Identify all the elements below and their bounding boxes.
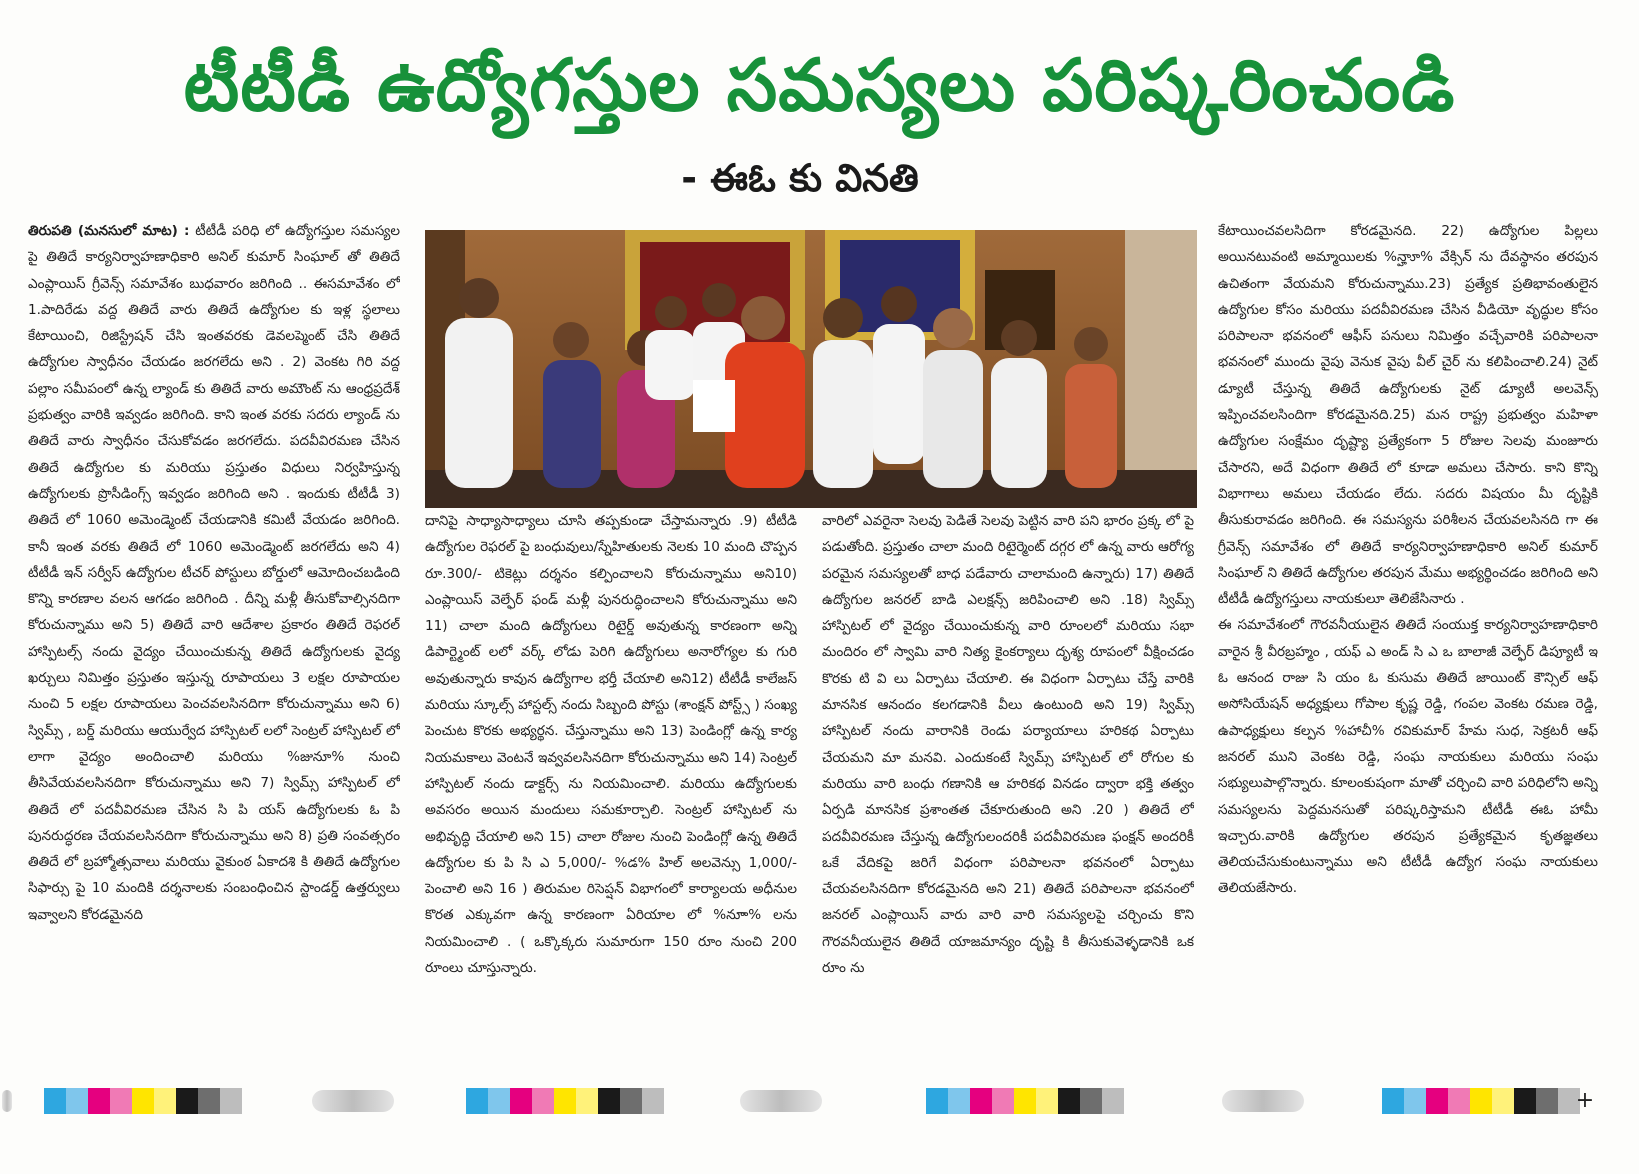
color-swatch [1514,1088,1536,1114]
registration-pill [1222,1090,1304,1112]
color-swatch [88,1088,110,1114]
article-column-3 [822,508,1194,1060]
color-swatch [44,1088,66,1114]
color-swatch [1014,1088,1036,1114]
color-swatch [466,1088,488,1114]
color-swatch [992,1088,1014,1114]
color-swatch [1470,1088,1492,1114]
color-swatch [1448,1088,1470,1114]
registration-pill [2,1090,12,1112]
color-swatch [554,1088,576,1114]
column-4-text-b: ఈ సమావేశంలో గౌరవనీయులైన తితిదే సంయుక్త కార్యనిర్వాహణాధికారి వారైన శ్రీ వీరబ్రహ్మం , యఫ్ ఎ అండ్ సి ఎ ఒ బాలాజీ వెల్ఫేర్ డిప్యూటీ ఇ ఓ ఆనంద రాజు సి యం ఓ కుసుమ తితిదే జాయింట్ కౌన్సిల్ ఆఫ్ అసోసియేషన్ అధ్యక్షులు గోపాల కృష్ణ రెడ్డి, గంపల వెంకట రమణ రెడ్డి, ఉపాధ్యక్షులు కల్పన %హాచీ% రవికుమార్ హేమ సుధ, సెక్రటరీ ఆఫ్ జనరల్ ముని వెంకట రెడ్డి, సంఘ నాయకులు మరియు సంఘ సభ్యులుపాల్గొన్నారు. కూలంకుషంగా మాతో చర్చించి వారి పరిధిలోని అన్ని సమస్యలను పెద్దమనసుతో పరిష్కరిస్తామని టీటీడీ ఈఓ హామీ ఇచ్చారు.వారికి ఉద్యోగుల తరపున ప్రత్యేకమైన కృతజ్ఞతలు తెలియచేసుకుంటున్నాము అని టీటీడీ ఉద్యోగ సంఘ నాయకులు తెలియజేసారు. [1218,617,1598,897]
registration-cross-icon: + [1575,1088,1595,1113]
color-swatch [970,1088,992,1114]
column-4-text-a: కేటాయించవలసిదిగా కోరడమైనది. 22) ఉద్యోగుల పిల్లలు అయినటువంటి అమ్మాయిలకు %న్హాూ% వేక్సిన్ ను దేవస్థానం తరపున ఉచితంగా వేయమని కోరుచున్నాము.23) ప్రత్యేక ప్రతిభావంతులైన ఉద్యోగుల కోసం మరియు పదవీవిరమణ చేసిన వీడియో వృద్ధుల కోసం పరిపాలనా భవనంలో ఆఫీస్ పనులు నిమిత్తం వచ్చేవారికి పరిపాలనా భవనంలో ముందు వైపు వెనుక వైపు వీల్ చైర్ ను కలిపించాలి.24) నైట్ డ్యూటీ చేస్తున్న తితిదే ఉద్యోగులకు నైట్ డ్యూటీ అలవెన్స్ ఇప్పించవలసిందిగా కోరడమైనది.25) మన రాష్ట్ర ప్రభుత్వం మహిళా ఉద్యోగుల సంక్షేమం దృష్ట్యా ప్రత్యేకంగా 5 రోజుల సెలవు మంజూరు చేసారని, అదే విధంగా తితిదే లో కూడా అమలు చేసారు. కాని కొన్ని విభాగాలు అమలు చేయడం లేదు. సదరు విషయం మీ దృష్టికి తీసుకురావడం జరిగింది. ఈ సమస్యను పరిశీలన చేయవలసినది గా ఈ గ్రీవెన్స్ సమావేశం లో తితిదే కార్యనిర్వాహణాధికారి అనిల్ కుమార్ సింఘాల్ ని తితిదే ఉద్యోగుల తరపున మేము అభ్యర్థించడం జరిగింది అని టీటీడీ ఉద్యోగస్తులు నాయకులూ తెలిజేసినారు . [1218,223,1598,608]
dateline: తిరుపతి (మనసులో మాట) : [28,223,190,239]
registration-pill [312,1090,394,1112]
color-swatch [198,1088,220,1114]
color-swatch [1536,1088,1558,1114]
color-swatch [1492,1088,1514,1114]
color-swatch [220,1088,242,1114]
color-swatch [488,1088,510,1114]
color-swatch [532,1088,554,1114]
article-column-1 [28,218,400,1060]
cmyk-color-bar-4 [1382,1088,1580,1114]
color-swatch [110,1088,132,1114]
column-1-text: టీటీడీ పరిధి లో ఉద్యోగస్తుల సమస్యల పై తితిదే కార్యనిర్వాహణాధికారి అనిల్ కుమార్ సింఘాల్ తో తితిదే ఎంప్లాయిస్ గ్రీవెన్స్ సమావేశం బుధవారం జరిగింది .. ఈసమావేశం లో 1.పాదిరేడు వద్ద తితిదే వారు తితిదే ఉద్యోగుల కు ఇళ్ల స్థలాలు కేటాయించి, రిజిస్ట్రేషన్ చేసి ఇంతవరకు డెవలప్మెంట్ చేసి తితిదే ఉద్యోగుల స్వాధీనం చేయడం జరగలేదు అని . 2) వెంకట గిరి వద్ద పల్లాం సమీపంలో ఉన్న ల్యాండ్ కు తితిదే వారు అమౌంట్ ను ఆంధ్రప్రదేశ్ ప్రభుత్వం వారికి ఇవ్వడం జరిగింది. కాని ఇంత వరకు సదరు ల్యాండ్ ను తితిదే వారు స్వాధీనం చేసుకోవడం జరగలేదు. పదవీవిరమణ చేసిన తితిదే ఉద్యోగుల కు మరియు ప్రస్తుతం విధులు నిర్వహిస్తున్న ఉద్యోగులకు ప్రొసీడింగ్స్ ఇవ్వడం జరిగింది అని . ఇందుకు టీటీడీ 3) తితిదే లో 1060 అమెండ్మెంట్ చేయడానికి కమిటీ వేయడం జరిగింది. కానీ ఇంత వరకు తితిదే లో 1060 అమెండ్మెంట్ జరగలేదు అని 4) టీటీడీ ఇన్ సర్వీస్ ఉద్యోగుల టీచర్ పోస్టులు బోర్డులో ఆమోదించబడింది కొన్ని కారణాల వలన ఆగడం జరిగింది . దీన్ని మళ్లీ తీసుకోవాల్సినదిగా కోరుచున్నాము అని 5) తితిదే వారి ఆదేశాల ప్రకారం తితిదే రెఫరల్ హాస్పిటల్స్ నందు వైద్యం చేయించుకున్న తితిదే ఉద్యోగులకు వైద్య ఖర్చులు నిమిత్తం ప్రస్తుతం ఇస్తున్న రూపాయలు 3 లక్షల రూపాయల నుంచి 5 లక్షల రూపాయలు పెంచవలసినదిగా కోరుచున్నాము అని 6) స్విమ్స్ , బర్డ్ మరియు ఆయుర్వేద హాస్పిటల్ లలో సెంట్రల్ హాస్పిటల్ లో లాగా వైద్యం అందించాలి మరియు %జునూ% నుంచి తీసివేయవలసినదిగా కోరుచున్నాము అని 7) స్విమ్స్ హాస్పిటల్ లో తితిదే లో పదవీవిరమణ చేసిన సి పి యస్ ఉద్యోగులకు ఓ పి పునరుద్ధరణ చేయవలసినదిగా కోరుచున్నాము అని 8) ప్రతి సంవత్సరం తితిదే లో బ్రహ్మోత్సవాలు మరియు వైకుంఠ ఏకాదశి కి తితిదే ఉద్యోగుల సిఫార్సు పై 10 మందికి దర్శనాలకు సంబంధించిన స్టాండర్డ్ ఉత్తర్వులు ఇవ్వాలని కోరడమైనది [28,223,400,923]
color-swatch [598,1088,620,1114]
color-swatch [1036,1088,1058,1114]
column-2-text: దానిపై సాధ్యాసాధ్యాలు చూసి తప్పకుండా చేస్తామన్నారు .9) టీటీడి ఉద్యోగుల రెఫరల్ పై బంధువులు/స్నేహితులకు నెలకు 10 మంది చొప్పన రూ.300/- టికెట్లు దర్శనం కల్పించాలని కోరుచున్నాము అని10) ఎంప్లాయిస్ వెల్ఫేర్ ఫండ్ మళ్లీ పునరుద్ధించాలని కోరుచున్నాము అని 11) చాలా మంది ఉద్యోగులు రిటైర్డ్ అవుతున్న కారణంగా అన్ని డిపార్ట్మెంట్ లలో వర్క్ లోడు పెరిగి ఉద్యోగులు అనారోగ్యల కు గురి అవుతున్నారు కావున ఉద్యోగాల భర్తీ చేయాలి అని12) టీటీడీ కాలేజస్ మరియు స్కూల్స్ హాస్టల్స్ నందు సిబ్బంది పోస్టు (శాంక్షన్ పోస్ట్స్ ) సంఖ్య పెంచుట కొరకు అభ్యర్థన. చేస్తున్నాము అని 13) పెండింగ్లో ఉన్న కార్య నియమకాలు వెంటనే ఇవ్వవలసినదిగా కోరుచున్నాము అని 14) సెంట్రల్ హాస్పిటల్ నందు డాక్టర్స్ ను నియమించాలి. మరియు ఉద్యోగులకు అవసరం అయిన మందులు సమకూర్చాలి. సెంట్రల్ హాస్పిటల్ ను అభివృద్ధి చేయాలి అని 15) చాలా రోజుల నుంచి పెండింగ్లో ఉన్న తితిదే ఉద్యోగుల కు పి సి ఎ 5,000/- %డ% హిల్ అలవెన్సు 1,000/- పెంచాలి అని 16 ) తిరుమల రిసెప్షన్ విభాగంలో కార్యాలయ అధీనుల కొరత ఎక్కువగా ఉన్న కారణంగా ఏరియాల లో %నూా% లను నియమించాలి . ( ఒక్కొక్కరు సుమారుగా 150 రూం నుంచి 200 రూంలు చూస్తున్నారు. [425,513,797,977]
group-photo [425,230,1197,508]
article-column-4 [1218,218,1598,1060]
color-swatch [1080,1088,1102,1114]
color-swatch [1382,1088,1404,1114]
article-column-2 [425,508,797,1060]
color-swatch [1102,1088,1124,1114]
headline: టీటీడీ ఉద్యోగస్తుల సమస్యలు పరిష్కరించండి [183,43,1456,127]
color-swatch [176,1088,198,1114]
color-swatch [1058,1088,1080,1114]
cmyk-color-bar-3 [926,1088,1124,1114]
color-swatch [132,1088,154,1114]
registration-pill [740,1090,822,1112]
cmyk-color-bar-2 [466,1088,664,1114]
color-swatch [620,1088,642,1114]
color-swatch [1426,1088,1448,1114]
color-swatch [1404,1088,1426,1114]
cropped-previous-text [30,0,910,8]
color-swatch [926,1088,948,1114]
color-swatch [642,1088,664,1114]
column-3-text: వారిలో ఎవరైనా సెలవు పెడితే సెలవు పెట్టిన వారి పని భారం ప్రక్క లో పై పడుతోంది. ప్రస్తుతం చాలా మంది రిటైర్మెంట్ దగ్గర లో ఉన్న వారు ఆరోగ్య పరమైన సమస్యలతో బాధ పడేవారు చాలామంది ఉన్నారు) 17) తితిదే ఉద్యోగుల జనరల్ బాడి ఎలక్షన్స్ జరిపించాలి అని .18) స్విమ్స్ హాస్పిటల్ లో వైద్యం చేయించుకున్న వారి రూంలలో మరియు సభా మందిరం లో స్వామి వారి నిత్య కైంకర్యాలు దృశ్య రూపంలో వీక్షించడం కొరకు టి వి లు ఏర్పాటు చేయాలి. ఈ విధంగా ఏర్పాటు చేస్తే వారికి మానసిక ఆనందం కలగడానికి వీలు ఉంటుంది అని 19) స్విమ్స్ హాస్పిటల్ నందు వారానికి రెండు పర్యాయాలు హరికథ ఏర్పాటు చేయమని మా మనవి. ఎందుకంటే స్విమ్స్ హాస్పిటల్ లో రోగుల కు మరియు వారి బంధు గణానికి ఆ హరికథ వినడం ద్వారా భక్తి తత్వం ఏర్పడి మానసిక ప్రశాంతత చేకూరుతుంది అని .20 ) తితిదే లో పదవీవిరమణ చేస్తున్న ఉద్యోగులందరికీ పదవీవిరమణ ఫంక్షన్ అందరికీ ఒకే వేదికపై జరిగే విధంగా పరిపాలనా భవనంలో ఏర్పాటు చేయవలసినదిగా కోరడమైనది అని 21) తితిదే పరిపాలనా భవనంలో జనరల్ ఎంప్లాయిస్ వారు వారి వారి సమస్యలపై చర్చించు కొని గౌరవనీయులైన తితిదే యాజమాన్యం దృష్టి కి తీసుకువెళ్ళడానికి ఒక రూం ను [822,513,1194,977]
color-swatch [948,1088,970,1114]
color-swatch [576,1088,598,1114]
color-swatch [66,1088,88,1114]
color-swatch [154,1088,176,1114]
cmyk-color-bar-1 [44,1088,242,1114]
color-swatch [510,1088,532,1114]
group-photo-image [425,230,1197,508]
subheadline: - ఈఓ కు వినతి [681,156,919,200]
